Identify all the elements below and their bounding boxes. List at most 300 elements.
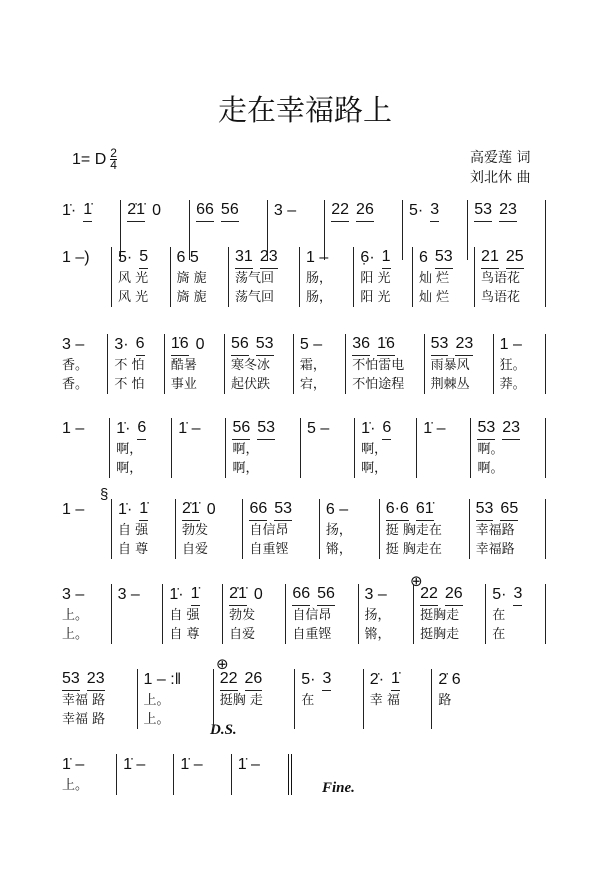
measure: [176, 499, 244, 559]
measure: [359, 584, 415, 644]
note-group: 0: [195, 336, 205, 353]
lyric-line-2: 荡气回: [235, 290, 275, 305]
lyric-line-2: 莽。: [499, 377, 526, 392]
song-title: 走在幸福路上: [217, 93, 392, 127]
lyric-line-1: 挺 胸走在: [385, 523, 442, 538]
segno-icon: §: [100, 486, 109, 503]
measure: [470, 499, 546, 559]
measure: [62, 247, 112, 307]
note-group: 3 –: [273, 202, 297, 219]
note-group: 5·: [301, 671, 316, 688]
lyric-line-1: 上。: [62, 778, 89, 793]
note-group: 25: [506, 248, 524, 269]
measure: [62, 334, 108, 394]
lyric-line-1: 不怕雷电: [352, 358, 405, 373]
notes: [178, 418, 219, 440]
notes: [420, 584, 479, 606]
lyric-line-1: 上。: [62, 608, 89, 623]
note-group: 1 –: [62, 420, 85, 437]
note-group: 1̇: [139, 500, 148, 521]
note-group: 2̇·: [369, 671, 385, 688]
lyric-line-1: 风 光: [117, 271, 149, 286]
measure: [417, 418, 471, 478]
note-group: 0: [206, 501, 216, 518]
note-group: 56: [221, 201, 239, 222]
coda-icon: ⊕: [216, 656, 229, 673]
measure: [223, 584, 286, 644]
notes: [361, 418, 410, 440]
measure: [232, 754, 292, 795]
notes: [365, 584, 408, 606]
measure: [295, 669, 364, 729]
lyric-line-1: 自 强: [118, 523, 149, 538]
notes: [409, 200, 461, 222]
lyricist: 高爱莲 词: [470, 150, 531, 166]
measure: [226, 418, 301, 478]
notes: [220, 669, 289, 691]
lyric-line-1: 自 强: [169, 608, 200, 623]
lyric-line-2: 起伏跌: [230, 377, 270, 392]
notes: [301, 669, 357, 691]
lyric-line-2: 自 尊: [118, 542, 149, 557]
lyric-line-2: 不 怕: [114, 377, 145, 392]
time-signature: [110, 148, 117, 171]
lyric-line-2: 阳 光: [360, 290, 391, 305]
notes: [144, 669, 207, 691]
score-row: [62, 669, 492, 729]
measure: [62, 754, 117, 795]
lyric-line-1: [232, 776, 282, 795]
note-group: 21: [481, 248, 499, 269]
lyric-line-1: 勃发: [229, 608, 256, 623]
lyric-line-1: 灿 烂: [418, 271, 450, 286]
measure: [286, 584, 358, 644]
lyric-line-2: 肠，: [306, 290, 333, 305]
lyric-line-2: 上。: [62, 627, 89, 642]
lyric-line-2: 上。: [143, 712, 170, 727]
key-signature: [72, 148, 117, 171]
lyric-line-1: 不 怕: [114, 358, 145, 373]
ds-marking: D.S.: [210, 722, 237, 738]
lyric-line-1: 鸟语花: [481, 271, 521, 286]
note-group: 61̇: [416, 500, 434, 521]
lyric-line-1: 啊，: [361, 442, 388, 457]
lyric-line-2: 宕，: [299, 377, 326, 392]
measure: [425, 334, 494, 394]
measure: [112, 584, 164, 644]
lyric-line-2: [295, 710, 357, 729]
note-group: 3 –: [117, 586, 140, 603]
note-group: 1: [382, 248, 391, 269]
measure: [108, 334, 165, 394]
lyric-line-2: 灿 烂: [418, 290, 450, 305]
lyric-line-1: [174, 776, 224, 795]
notes: [476, 499, 539, 521]
notes: [360, 247, 406, 269]
note-group: 66: [196, 201, 214, 222]
measure: [112, 247, 171, 307]
note-group: 1̇·: [116, 420, 131, 437]
note-group: 1 – :‖: [143, 671, 182, 688]
score-row: [62, 754, 292, 795]
lyric-line-1: 狂。: [499, 358, 526, 373]
lyric-line-2: 自爱: [229, 627, 256, 642]
notes: [307, 418, 348, 440]
note-group: 2̇1̇: [127, 201, 145, 222]
notes: [438, 669, 486, 691]
notes: [474, 200, 539, 222]
note-group: 0: [152, 202, 161, 219]
lyric-line-2: 自爱: [181, 542, 208, 557]
note-group: 23: [87, 670, 105, 691]
lyric-line-2: 事业: [170, 377, 197, 392]
note-group: 1̇·: [62, 202, 77, 219]
notes: [118, 584, 157, 606]
note-group: 6: [136, 335, 145, 356]
notes: [62, 499, 105, 521]
lyric-line-1: 霜，: [299, 358, 326, 373]
note-group: 2̇1̇: [182, 500, 200, 521]
lyric-line-1: 幸福 路: [62, 693, 106, 708]
note-group: 53: [431, 335, 449, 356]
lyric-line-2: [432, 710, 486, 729]
lyric-line-2: [301, 459, 348, 478]
lyric-line-1: 旖 旎: [176, 271, 207, 286]
measure: [414, 584, 486, 644]
lyric-line-1: 雨暴风: [430, 358, 470, 373]
note-group: 3: [513, 585, 522, 606]
measure: [163, 584, 223, 644]
lyric-line-1: [325, 222, 396, 241]
lyric-line-1: 幸 福: [369, 693, 400, 708]
measure: [110, 418, 172, 478]
lyric-line-2: 啊。: [477, 461, 504, 476]
lyric-line-1: 扬，: [325, 523, 352, 538]
lyric-line-1: [468, 222, 539, 241]
note-group: 26: [356, 201, 374, 222]
measure: [413, 247, 475, 307]
note-group: 5·: [117, 249, 133, 266]
lyric-line-1: 寒冬冰: [230, 358, 270, 373]
measure: [112, 499, 176, 559]
measure: [117, 754, 174, 795]
lyric-line-2: [417, 459, 464, 478]
note-group: 1 –): [62, 249, 90, 266]
lyric-line-2: 不怕途程: [352, 377, 405, 392]
note-group: 53: [257, 419, 275, 440]
notes: [62, 200, 114, 222]
note-group: 3·: [114, 336, 129, 353]
notes: [423, 418, 464, 440]
lyric-line-1: [301, 440, 348, 459]
note-group: 1̇: [83, 201, 92, 222]
lyric-line-1: [112, 606, 157, 625]
note-group: 1̇ –: [62, 756, 85, 773]
lyric-line-2: [172, 459, 219, 478]
measure: [172, 418, 226, 478]
coda-icon: ⊕: [410, 573, 423, 590]
lyric-line-2: 风 光: [117, 290, 149, 305]
measure: [320, 499, 380, 559]
measure: [354, 247, 413, 307]
notes: [231, 334, 287, 356]
measure: [165, 334, 225, 394]
note-group: 22: [220, 670, 238, 691]
lyric-line-1: [117, 776, 167, 795]
note-group: 3: [322, 670, 331, 691]
lyric-line-1: [56, 222, 114, 241]
lyric-line-1: 酷暑: [170, 358, 197, 373]
lyric-line-2: 啊，: [361, 461, 388, 476]
note-group: 31: [235, 248, 253, 269]
lyric-line-1: 挺胸 走: [219, 693, 263, 708]
note-group: 2̇ 6: [438, 671, 461, 688]
note-group: 53: [274, 500, 292, 521]
note-group: 3: [430, 201, 439, 222]
notes: [229, 584, 279, 606]
note-group: 56: [232, 419, 250, 440]
note-group: 6: [382, 419, 391, 440]
lyric-line-2: 啊，: [232, 461, 259, 476]
lyric-line-1: [56, 521, 105, 540]
measure: [301, 418, 355, 478]
time-den: 4: [110, 158, 117, 172]
note-group: 36: [352, 335, 370, 356]
note-group: 1 –: [499, 336, 522, 353]
measure: [225, 334, 294, 394]
lyric-line-1: [417, 440, 464, 459]
lyric-line-1: 香。: [62, 358, 89, 373]
note-group: 53: [62, 670, 80, 691]
notes: [62, 754, 110, 776]
note-group: 53: [476, 500, 494, 521]
notes: [62, 334, 101, 356]
note-group: 1 –: [306, 249, 329, 266]
note-group: 22: [420, 585, 438, 606]
note-group: 22: [331, 201, 349, 222]
notes: [127, 200, 183, 222]
note-group: 1 –: [62, 501, 85, 518]
note-group: 5: [139, 248, 148, 269]
measure: [138, 669, 214, 729]
note-group: 1̇ –: [178, 420, 201, 437]
lyric-line-1: 在: [492, 608, 506, 623]
note-group: 0: [253, 586, 263, 603]
note-group: 23: [455, 335, 473, 356]
note-group: 5·: [408, 202, 424, 219]
note-group: 3 –: [62, 336, 85, 353]
lyric-line-1: 幸福路: [475, 523, 515, 538]
note-group: 1̇·: [361, 420, 376, 437]
notes: [249, 499, 312, 521]
notes: [431, 334, 487, 356]
lyric-line-2: 挺 胸走在: [385, 542, 442, 557]
lyric-line-2: 自 尊: [169, 627, 200, 642]
note-group: 6̣·: [360, 249, 375, 266]
notes: [235, 247, 293, 269]
note-group: 1̇ –: [123, 756, 146, 773]
lyric-line-1: 勃发: [181, 523, 208, 538]
notes: [500, 334, 539, 356]
notes: [326, 499, 373, 521]
lyric-line-1: 啊，: [232, 442, 259, 457]
lyric-line-2: 荆棘丛: [430, 377, 470, 392]
score-row: [62, 247, 546, 307]
score-row: [62, 418, 546, 478]
measure: [380, 499, 470, 559]
lyric-line-1: [190, 222, 261, 241]
notes: [331, 200, 396, 222]
lyric-line-2: 香。: [62, 377, 89, 392]
notes: [116, 418, 165, 440]
lyric-line-1: 阳 光: [360, 271, 391, 286]
notes: [419, 247, 468, 269]
notes: [300, 334, 339, 356]
lyric-line-2: 自重铿: [249, 542, 289, 557]
lyric-line-1: 挺胸走: [420, 608, 460, 623]
note-group: 2̇1̇: [229, 585, 247, 606]
measure: [62, 418, 110, 478]
measure: [475, 247, 546, 307]
note-group: 53: [474, 201, 492, 222]
measure: [364, 669, 433, 729]
notes: [352, 334, 417, 356]
notes: [196, 200, 261, 222]
notes: [306, 247, 347, 269]
note-group: 53: [256, 335, 274, 356]
measure: [214, 669, 296, 729]
measure: [174, 754, 231, 795]
note-group: 3 –: [364, 586, 387, 603]
note-group: 26: [445, 585, 463, 606]
notes: [386, 499, 463, 521]
notes: [180, 754, 224, 776]
lyric-line-2: 幸福 路: [62, 712, 106, 727]
lyric-line-1: 路: [438, 693, 452, 708]
score-row: [62, 334, 546, 394]
lyric-line-1: 自信昂: [292, 608, 332, 623]
lyric-line-2: 鸟语花: [481, 290, 521, 305]
lyric-line-1: 肠，: [306, 271, 333, 286]
notes: [62, 669, 131, 691]
notes: [232, 418, 294, 440]
lyric-line-2: 啊，: [116, 461, 143, 476]
lyric-line-2: 锵，: [325, 542, 352, 557]
notes: [492, 584, 539, 606]
lyric-line-2: 幸福路: [475, 542, 515, 557]
measure: [62, 669, 138, 729]
note-group: 1̇: [191, 585, 200, 606]
lyric-line-1: 在: [301, 693, 315, 708]
measure: [171, 247, 230, 307]
lyric-line-2: [56, 459, 103, 478]
note-group: 23: [502, 419, 520, 440]
note-group: 6: [418, 249, 428, 266]
note-group: 23: [260, 248, 278, 269]
lyric-line-1: 扬，: [364, 608, 391, 623]
notes: [171, 334, 218, 356]
lyric-line-2: [56, 288, 105, 307]
lyric-line-1: [268, 222, 318, 241]
notes: [481, 247, 539, 269]
notes: [169, 584, 216, 606]
time-num: 2: [110, 146, 117, 160]
notes: [62, 418, 103, 440]
note-group: 1̇6: [171, 335, 189, 356]
measure: [229, 247, 300, 307]
note-group: 1̇: [391, 670, 400, 691]
note-group: 5 –: [299, 336, 323, 353]
notes: [274, 200, 318, 222]
lyric-line-1: [403, 222, 461, 241]
notes: [477, 418, 539, 440]
note-group: 23: [499, 201, 517, 222]
note-group: 53: [477, 419, 495, 440]
note-group: 1̇ –: [180, 756, 203, 773]
notes: [238, 754, 282, 776]
lyric-line-2: 锵，: [364, 627, 391, 642]
note-group: 66: [249, 500, 267, 521]
measure: [294, 334, 346, 394]
composer: 刘北休 曲: [470, 170, 531, 186]
notes: [177, 247, 223, 269]
notes: [62, 247, 105, 269]
note-group: 5 –: [306, 420, 330, 437]
lyric-line-2: 挺胸走: [420, 627, 460, 642]
lyric-line-1: [172, 440, 219, 459]
note-group: 1̇·: [118, 501, 133, 518]
notes: [118, 499, 169, 521]
note-group: 66: [292, 585, 310, 606]
score-row: [62, 584, 546, 644]
lyric-line-1: 自信昂: [249, 523, 289, 538]
notes: [123, 754, 167, 776]
measure: [300, 247, 354, 307]
note-group: 5·: [492, 586, 507, 603]
lyric-line-2: 自重铿: [292, 627, 332, 642]
lyric-line-1: 啊，: [116, 442, 143, 457]
note-group: 6 –: [325, 501, 349, 518]
lyric-line-2: [56, 540, 105, 559]
lyric-line-2: [112, 625, 157, 644]
notes: [114, 334, 158, 356]
measure: [62, 499, 112, 559]
measure: [432, 669, 492, 729]
lyric-line-1: [121, 222, 183, 241]
lyric-line-2: 在: [492, 627, 506, 642]
notes: [370, 669, 426, 691]
note-group: 1̇ –: [237, 756, 260, 773]
measure: [494, 334, 546, 394]
note-group: 65: [500, 500, 518, 521]
notes: [292, 584, 351, 606]
measure: [62, 584, 112, 644]
notes: [62, 584, 105, 606]
measure: [243, 499, 319, 559]
lyric-line-2: [214, 710, 289, 729]
lyric-line-1: 荡气回: [235, 271, 275, 286]
note-group: 6 5: [176, 249, 199, 266]
note-group: 26: [245, 670, 263, 691]
measure: [471, 418, 546, 478]
lyric-line-1: 啊。: [477, 442, 504, 457]
note-group: 6: [137, 419, 146, 440]
measure: [346, 334, 424, 394]
note-group: 1̇6: [377, 335, 395, 356]
note-group: 56: [317, 585, 335, 606]
measure: [486, 584, 546, 644]
notes: [182, 499, 237, 521]
